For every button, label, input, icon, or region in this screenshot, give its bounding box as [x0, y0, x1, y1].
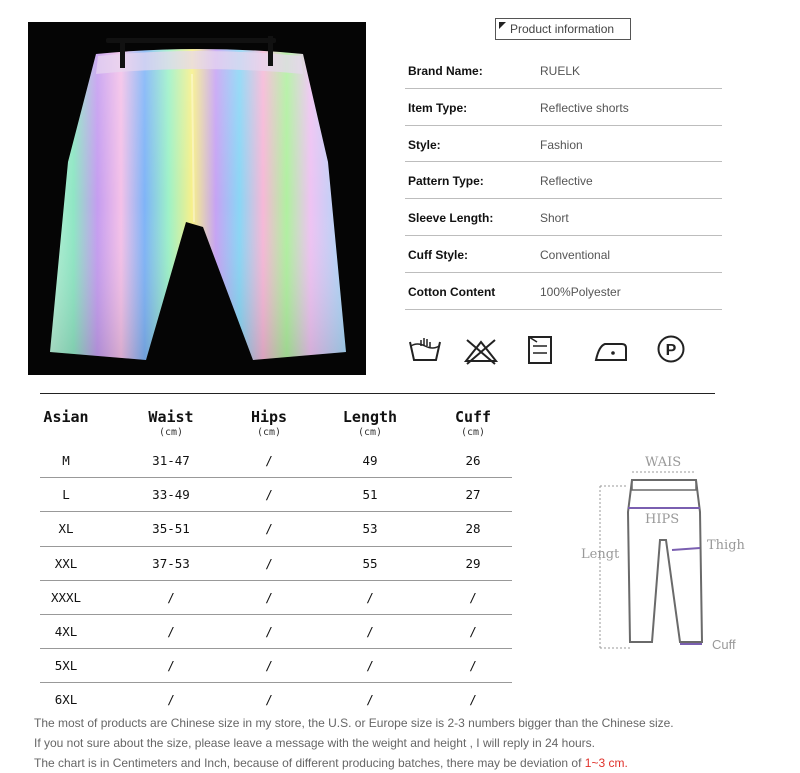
- cuff-cell: /: [469, 589, 477, 605]
- size-chart-table: [40, 404, 512, 718]
- size-cell: XXL: [54, 555, 78, 571]
- note-line-1: The most of products are Chinese size in my store, the U.S. or Europe size is 2-3 numbers bigger than the Chinese size.: [34, 716, 674, 730]
- info-value: 100%Polyester: [540, 284, 621, 299]
- length-cell: 55: [362, 555, 378, 571]
- info-row-sleeve-length: [405, 199, 722, 236]
- note-line-3-text: The chart is in Centimeters and Inch, because of different producing batches, there may be deviation of: [34, 756, 585, 770]
- header-length: Length (cm): [342, 408, 398, 438]
- length-cell: 51: [362, 487, 378, 503]
- thigh-label: Thigh: [707, 538, 745, 553]
- header-hips: Hips (cm): [250, 408, 288, 438]
- size-cell: 4XL: [54, 623, 78, 639]
- length-cell: /: [366, 623, 374, 639]
- hips-label: HIPS: [645, 512, 680, 527]
- product-info-table: [405, 52, 722, 310]
- info-value: RUELK: [540, 64, 581, 78]
- deviation-highlight: 1~3 cm.: [584, 756, 628, 770]
- info-key: Item Type:: [408, 100, 468, 115]
- header-cuff: Cuff (cm): [454, 408, 492, 438]
- hips-cell: /: [265, 658, 273, 674]
- hips-cell: /: [265, 589, 273, 605]
- size-cell: XL: [58, 521, 74, 537]
- product-photo: [28, 22, 366, 375]
- info-row-style: [405, 126, 722, 163]
- info-key: Sleeve Length:: [408, 211, 494, 226]
- waist-label: WAIS: [645, 455, 682, 470]
- hips-cell: /: [265, 453, 273, 468]
- waist-cell: 35-51: [152, 521, 190, 537]
- cuff-label: Cuff: [712, 637, 736, 652]
- waist-cell: 33-49: [152, 487, 190, 503]
- info-key: Pattern Type:: [408, 174, 484, 189]
- info-value: Conventional: [540, 247, 611, 262]
- waist-cell: /: [167, 658, 175, 674]
- waist-cell: 37-53: [152, 555, 190, 571]
- length-cell: /: [366, 658, 374, 674]
- cuff-cell: /: [469, 658, 477, 674]
- info-key: Cotton Content: [408, 284, 496, 299]
- table-row: [40, 581, 512, 615]
- header-waist: Waist (cm): [148, 408, 194, 438]
- hips-cell: /: [265, 487, 273, 503]
- product-information-title: Product information: [510, 22, 615, 36]
- section-divider: [40, 393, 715, 394]
- note-line-3: [34, 753, 794, 773]
- info-row-cuff-style: [405, 236, 722, 273]
- length-cell: 49: [362, 453, 378, 468]
- measurement-diagram: [572, 452, 757, 657]
- table-row: [40, 615, 512, 649]
- cuff-cell: 26: [465, 453, 481, 468]
- iron-low-icon: [593, 334, 629, 366]
- waist-cell: /: [167, 623, 175, 639]
- waist-cell: /: [167, 692, 175, 708]
- waist-cell: 31-47: [152, 453, 190, 468]
- size-cell: 6XL: [54, 692, 78, 708]
- length-cell: /: [366, 692, 374, 708]
- note-line-2: If you not sure about the size, please leave a message with the weight and height , I will reply in 24 hours.: [34, 736, 595, 750]
- table-row: [40, 649, 512, 683]
- svg-text:P: P: [665, 342, 677, 359]
- dry-clean-p-icon: [653, 334, 689, 366]
- size-cell: L: [62, 487, 70, 503]
- length-cell: 53: [362, 521, 378, 537]
- table-row: [40, 512, 512, 546]
- hips-cell: /: [265, 692, 273, 708]
- hips-cell: /: [265, 623, 273, 639]
- size-cell: 5XL: [54, 658, 78, 674]
- corner-marker-icon: [499, 22, 506, 29]
- length-label: Lengt: [581, 547, 620, 562]
- size-cell: M: [62, 453, 70, 468]
- care-icons: [405, 334, 705, 368]
- info-value: Reflective: [540, 174, 593, 189]
- size-table-header: [40, 404, 512, 444]
- info-row-brand-name: [405, 52, 722, 89]
- hips-cell: /: [265, 521, 273, 537]
- header-asian: Asian: [43, 408, 89, 426]
- cuff-cell: 28: [465, 521, 481, 537]
- hips-cell: /: [265, 555, 273, 571]
- info-key: Cuff Style:: [408, 247, 468, 262]
- table-row: [40, 444, 512, 478]
- info-value: Fashion: [540, 137, 583, 152]
- length-cell: /: [366, 589, 374, 605]
- info-row-item-type: [405, 89, 722, 126]
- waist-cell: /: [167, 589, 175, 605]
- table-row: [40, 547, 512, 581]
- cuff-cell: /: [469, 623, 477, 639]
- cuff-cell: 27: [465, 487, 481, 503]
- size-cell: XXXL: [50, 589, 82, 605]
- dry-flat-icon: [523, 334, 559, 366]
- info-value: Short: [540, 211, 569, 226]
- info-row-cotton-content: [405, 273, 722, 310]
- hand-wash-icon: [407, 334, 443, 366]
- info-row-pattern-type: [405, 162, 722, 199]
- do-not-bleach-icon: [463, 334, 499, 366]
- info-key: Style:: [408, 137, 441, 152]
- table-row: [40, 478, 512, 512]
- product-information-header: [495, 18, 631, 40]
- cuff-cell: /: [469, 692, 477, 708]
- cuff-cell: 29: [465, 555, 481, 571]
- size-notes: [34, 713, 794, 773]
- info-value: Reflective shorts: [540, 100, 629, 115]
- info-key: Brand Name:: [408, 64, 483, 78]
